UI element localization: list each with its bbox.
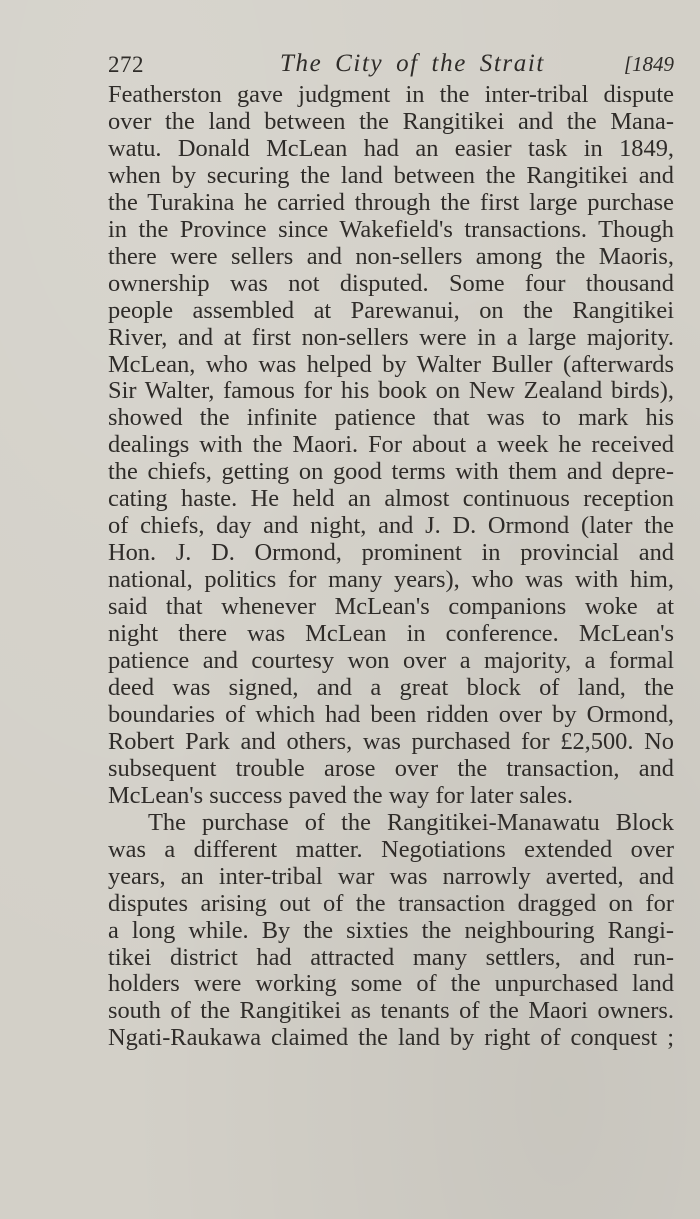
text-line: the chiefs, getting on good terms with them and depre- xyxy=(108,458,674,486)
text-line: of chiefs, day and night, and J. D. Ormond (later the xyxy=(108,512,674,540)
text-line: Robert Park and others, was purchased for £2,500. No xyxy=(108,727,674,755)
text-line: cating haste. He held an almost continuous reception xyxy=(108,485,674,513)
text-line: boundaries of which had been ridden over by Ormond, xyxy=(108,700,674,728)
running-title: The City of the Strait xyxy=(280,50,545,77)
text-line: Hon. J. D. Ormond, prominent in provincial and xyxy=(108,539,674,567)
page-number: 272 xyxy=(108,52,144,77)
text-line: tikei district had attracted many settlers, and run- xyxy=(108,943,674,971)
text-line: south of the Rangitikei as tenants of the Maori owners. xyxy=(108,997,674,1025)
text-line: ownership was not disputed. Some four thousand xyxy=(108,269,674,297)
text-line: night there was McLean in conference. McLean's xyxy=(108,620,674,648)
text-line: holders were working some of the unpurchased land xyxy=(108,970,674,998)
text-line: there were sellers and non-sellers among the Maoris, xyxy=(108,242,674,270)
text-line: patience and courtesy won over a majority, a formal xyxy=(108,647,674,675)
text-line: in the Province since Wakefield's transactions. Though xyxy=(108,215,674,243)
text-line: a long while. By the sixties the neighbouring Rangi- xyxy=(108,916,674,944)
text-line: was a different matter. Negotiations extended over xyxy=(108,835,674,863)
text-line: subsequent trouble arose over the transaction, and xyxy=(108,754,674,782)
text-line: watu. Donald McLean had an easier task in 1849, xyxy=(108,134,674,162)
text-line: showed the infinite patience that was to mark his xyxy=(108,404,674,432)
text-line: years, an inter-tribal war was narrowly averted, and xyxy=(108,862,674,890)
text-line: River, and at first non-sellers were in a large majority. xyxy=(108,323,674,351)
text-line: when by securing the land between the Rangitikei and xyxy=(108,161,674,189)
body-text xyxy=(108,82,674,1052)
text-line: people assembled at Parewanui, on the Rangitikei xyxy=(108,296,674,324)
chapter-year: [1849 xyxy=(623,52,674,76)
text-line: deed was signed, and a great block of land, the xyxy=(108,673,674,701)
text-line: Ngati-Raukawa claimed the land by right of conquest ; xyxy=(108,1024,674,1052)
text-line: disputes arising out of the transaction dragged on for xyxy=(108,889,674,917)
paragraph-end-line: McLean's success paved the way for later sales. xyxy=(108,781,573,809)
text-line: said that whenever McLean's companions woke at xyxy=(108,593,674,621)
text-line: Featherston gave judgment in the inter-tribal dispute xyxy=(108,81,674,108)
text-line: national, politics for many years), who was with him, xyxy=(108,566,674,594)
text-line: the Turakina he carried through the first large purchase xyxy=(108,188,674,216)
text-line: Sir Walter, famous for his book on New Zealand birds), xyxy=(108,377,674,405)
text-line: McLean, who was helped by Walter Buller (afterwards xyxy=(108,350,674,378)
text-line: over the land between the Rangitikei and the Mana- xyxy=(108,107,674,135)
page-header xyxy=(108,46,674,82)
paragraph-start-line: The purchase of the Rangitikei-Manawatu Block xyxy=(148,808,674,836)
text-line: dealings with the Maori. For about a week he received xyxy=(108,431,674,459)
